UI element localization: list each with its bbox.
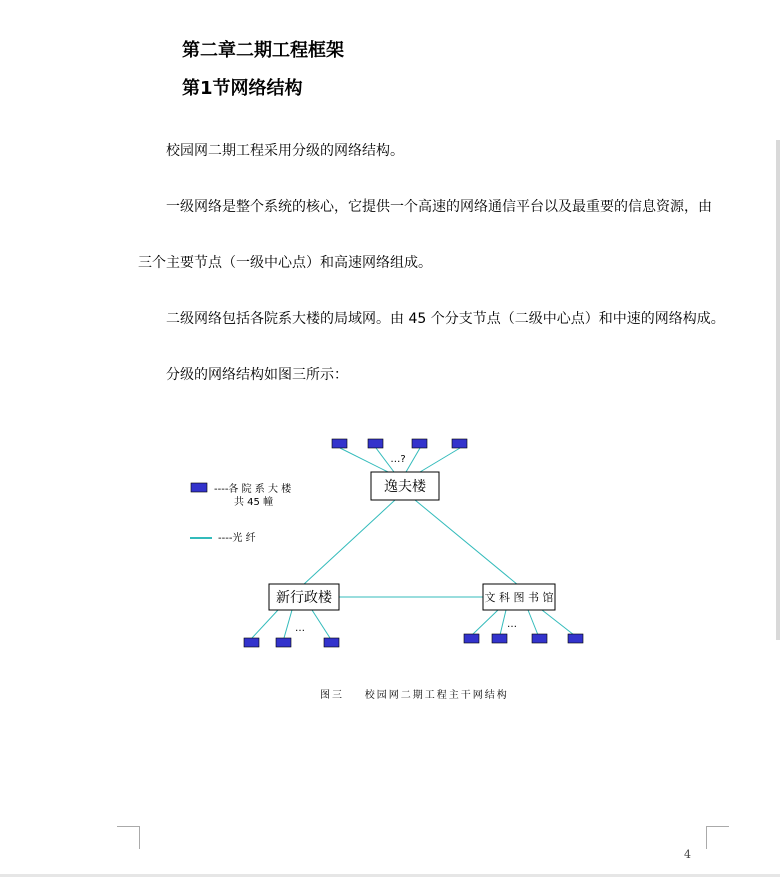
crop-mark-left [117,826,140,849]
building-icon [368,439,383,448]
building-icon [276,638,291,647]
dots-left: … [295,623,305,634]
legend-fiber-label: ----光 纤 [218,533,256,544]
node-left: 新行政楼 [276,590,332,606]
node-top: 逸夫楼 [384,479,426,495]
link-top-1 [340,448,388,472]
page-number: 4 [684,848,691,861]
paragraph-2-line-2: 三个主要节点（一级中心点）和高速网络组成。 [138,255,432,271]
link-left-1 [252,610,278,638]
link-left-3 [312,610,330,638]
network-diagram [180,430,600,715]
link-right-4 [542,610,574,635]
link-top-3 [406,448,420,472]
building-icon [452,439,467,448]
dots-right: … [507,619,517,630]
building-icon [492,634,507,643]
dots-top: …? [390,454,406,465]
link-right-2 [500,610,506,635]
link-left-2 [284,610,292,638]
building-icon [324,638,339,647]
legend-building-label-2: 共 45 幢 [234,497,274,508]
section-title: 第1节网络结构 [182,78,303,99]
crop-mark-right [706,826,729,849]
building-icon [568,634,583,643]
fiber-top-left [303,500,395,585]
paragraph-2-line-1: 一级网络是整个系统的核心，它提供一个高速的网络通信平台以及最重要的信息资源，由 [166,199,712,215]
legend-building-label-1: ----各 院 系 大 楼 [214,484,292,495]
link-top-4 [420,448,460,472]
building-icon [244,638,259,647]
fiber-top-right [415,500,518,585]
figure-caption: 图三 校园网二期工程主干网结构 [320,690,509,701]
building-icon [532,634,547,643]
chapter-title: 第二章二期工程框架 [182,40,344,61]
paragraph-4: 分级的网络结构如图三所示： [166,367,348,383]
building-icon [412,439,427,448]
building-icon [464,634,479,643]
node-right: 文 科 图 书 馆 [484,591,554,604]
page-shadow-right [776,140,780,640]
paragraph-1: 校园网二期工程采用分级的网络结构。 [166,143,404,159]
paragraph-3: 二级网络包括各院系大楼的局域网。由 45 个分支节点（二级中心点）和中速的网络构成。 [166,311,725,327]
link-right-3 [528,610,538,635]
legend-building-icon [191,483,207,492]
link-right-1 [472,610,498,635]
building-icon [332,439,347,448]
